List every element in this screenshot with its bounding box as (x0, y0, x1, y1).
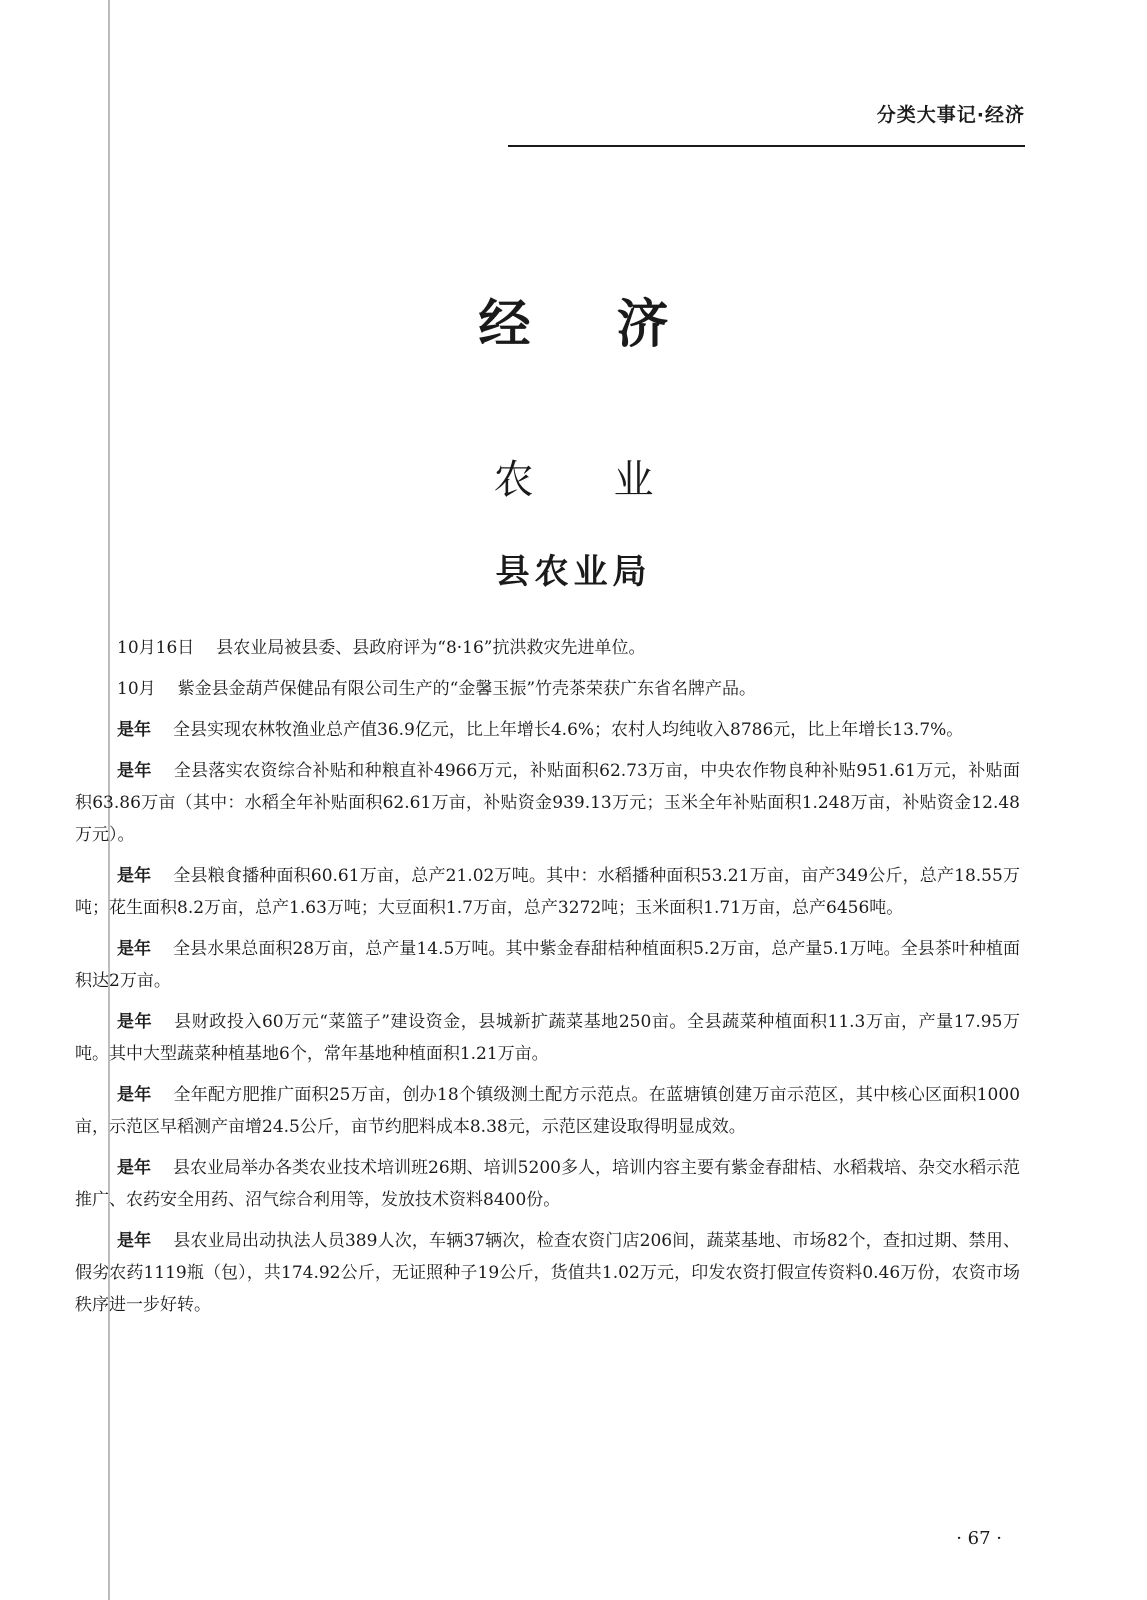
entry-text: 全县粮食播种面积60.61万亩，总产21.02万吨。其中：水稻播种面积53.21万亩，亩产349公斤，总产18.55万吨；花生面积8.2万亩，总产1.63万吨；大豆面积1.7万亩，总产3272吨；玉米面积1.71万亩，总产6456吨。 (75, 866, 1020, 918)
chronicle-entry (75, 860, 1020, 924)
chronicle-entry (75, 933, 1020, 997)
chronicle-entry (75, 1006, 1020, 1070)
entry-date: 是年 (117, 866, 152, 886)
chronicle-entry (75, 1225, 1020, 1321)
header-rule (508, 145, 1025, 147)
entry-date: 是年 (117, 761, 152, 781)
entry-text: 县农业局举办各类农业技术培训班26期、培训5200多人，培训内容主要有紫金春甜桔、水稻栽培、杂交水稻示范推广、农药安全用药、沼气综合利用等，发放技术资料8400份。 (75, 1158, 1020, 1210)
chapter-title: 经济 (478, 295, 755, 355)
chronicle-entries (75, 632, 1020, 1330)
chronicle-entry (75, 714, 1020, 746)
section-title: 农业 (493, 457, 734, 503)
entry-text: 全县水果总面积28万亩，总产量14.5万吨。其中紫金春甜桔种植面积5.2万亩，总产量5.1万吨。全县茶叶种植面积达2万亩。 (75, 939, 1020, 991)
entry-text: 县农业局出动执法人员389人次，车辆37辆次，检查农资门店206间，蔬菜基地、市场82个，查扣过期、禁用、假劣农药1119瓶（包），共174.92公斤，无证照种子19公斤，货值共1.02万元，印发农资打假宣传资料0.46万份，农资市场秩序进一步好转。 (75, 1231, 1020, 1315)
entry-text: 全年配方肥推广面积25万亩，创办18个镇级测土配方示范点。在蓝塘镇创建万亩示范区，其中核心区面积1000亩，示范区早稻测产亩增24.5公斤，亩节约肥料成本8.38元，示范区建设取得明显成效。 (75, 1085, 1021, 1137)
entry-text: 全县落实农资综合补贴和种粮直补4966万元，补贴面积62.73万亩，中央农作物良种补贴951.61万元，补贴面积63.86万亩（其中：水稻全年补贴面积62.61万亩，补贴资金939.13万元；玉米全年补贴面积1.248万亩，补贴资金12.48万元）。 (75, 761, 1021, 845)
chronicle-entry (75, 1079, 1020, 1143)
chronicle-entry (75, 632, 1020, 664)
entry-date: 是年 (117, 1158, 152, 1178)
entry-date: 是年 (117, 1085, 152, 1105)
page-number: · 67 · (956, 1528, 1002, 1549)
chronicle-entry (75, 755, 1020, 851)
entry-text: 县农业局被县委、县政府评为“8·16”抗洪救灾先进单位。 (216, 638, 646, 658)
entry-date: 是年 (117, 939, 152, 959)
entry-date: 10月16日 (117, 638, 195, 658)
entry-date: 是年 (117, 1231, 152, 1251)
entry-date: 是年 (117, 720, 151, 740)
chronicle-entry (75, 1152, 1020, 1216)
running-header: 分类大事记·经济 (876, 104, 1025, 126)
entry-date: 10月 (117, 679, 156, 699)
entry-text: 全县实现农林牧渔业总产值36.9亿元，比上年增长4.6%；农村人均纯收入8786元，比上年增长13.7%。 (173, 720, 964, 740)
entry-text: 县财政投入60万元“菜篮子”建设资金，县城新扩蔬菜基地250亩。全县蔬菜种植面积11.3万亩，产量17.95万吨。其中大型蔬菜种植基地6个，常年基地种植面积1.21万亩。 (75, 1012, 1021, 1064)
entry-date: 是年 (117, 1012, 153, 1032)
chronicle-entry (75, 673, 1020, 705)
subsection-title: 县农业局 (495, 552, 652, 592)
entry-text: 紫金县金葫芦保健品有限公司生产的“金馨玉振”竹壳茶荣获广东省名牌产品。 (177, 679, 757, 699)
